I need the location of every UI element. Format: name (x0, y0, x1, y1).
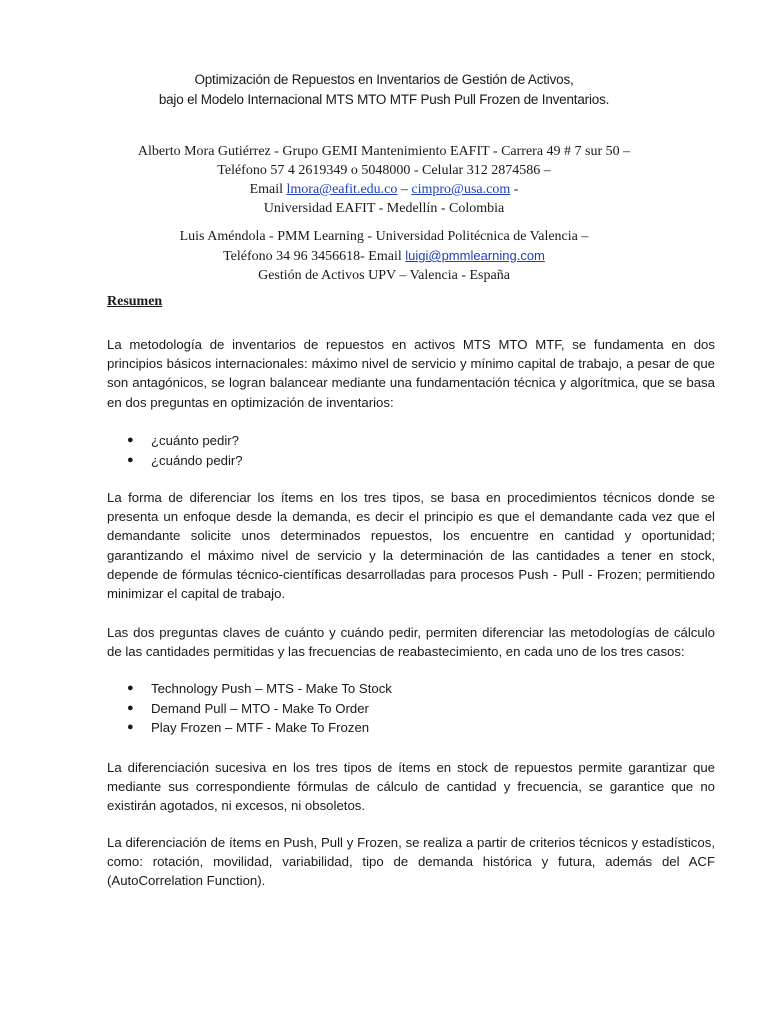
author-block-mora (0, 142, 768, 218)
document-title (0, 70, 768, 110)
questions-list (127, 431, 243, 470)
bullet-icon: ● (127, 434, 134, 446)
email-link-lmora[interactable]: lmora@eafit.edu.co (286, 182, 398, 197)
paragraph-5: La diferenciación de ítems en Push, Pull y Frozen, se realiza a partir de criterios técnicos y estadísticos, como: rotación, movilidad, variabilidad, tipo de demanda histórica y futura, además del ACF (AutoCorrelation Function). (107, 835, 715, 889)
paragraph-4: La diferenciación sucesiva en los tres tipos de ítems en stock de repuestos permite garantizar que mediante sus correspondiente fórmulas de cálculo de cantidad y frecuencia, se garantice que no existirán agotados, ni excesos, ni obsoletos. (107, 760, 715, 814)
list-item: ● ¿cuánto pedir? (127, 431, 243, 451)
bullet-icon: ● (127, 682, 134, 694)
list-item: ● ¿cuándo pedir? (127, 451, 243, 471)
list-item: ● Technology Push – MTS - Make To Stock (127, 679, 392, 699)
title-line-1: Optimización de Repuestos en Inventarios de Gestión de Activos, (194, 72, 574, 87)
bullet-icon: ● (127, 701, 134, 714)
bullet-icon: ● (127, 453, 134, 466)
paragraph-2: La forma de diferenciar los ítems en los tres tipos, se basa en procedimientos técnicos donde se presenta un enfoque desde la demanda, es decir el principio es que el demandante cada vez que el demandante solicite unos determinados repuestos, los encuentre en cantidad y oportunidad; garantizando el máximo nivel de servicio y la determinación de las cantidades a tener en stock, depende de fórmulas técnico-científicas desarrolladas para procesos Push - Pull - Frozen; permitiendo minimizar el capital de trabajo. (107, 490, 715, 602)
title-line-2: bajo el Modelo Internacional MTS MTO MTF Push Pull Frozen de Inventarios. (158, 92, 610, 107)
bullet-icon: ● (127, 721, 134, 734)
author1-line-1: Alberto Mora Gutiérrez - Grupo GEMI Mantenimiento EAFIT - Carrera 49 # 7 sur 50 – (137, 144, 631, 159)
author1-line-2: Teléfono 57 4 2619349 o 5048000 - Celular 312 2874586 – (217, 163, 551, 178)
author-block-amendola (0, 227, 768, 285)
email-link-cimpro[interactable]: cimpro@usa.com (411, 182, 511, 197)
author1-email-line: Email lmora@eafit.edu.co – cimpro@usa.com - (249, 182, 519, 197)
email-link-luigi[interactable]: luigi@pmmlearning.com (405, 248, 545, 263)
list-item: ● Play Frozen – MTF - Make To Frozen (127, 718, 392, 738)
types-list (127, 679, 392, 738)
author2-line-3: Gestión de Activos UPV – Valencia - España (258, 268, 510, 283)
list-item: ● Demand Pull – MTO - Make To Order (127, 699, 392, 719)
abstract-heading: Resumen (107, 294, 163, 309)
author1-line-4: Universidad EAFIT - Medellín - Colombia (263, 201, 505, 216)
paragraph-3: Las dos preguntas claves de cuánto y cuándo pedir, permiten diferenciar las metodologías de cálculo de las cantidades permitidas y las frecuencias de reabastecimiento, en cada uno de los tres casos: (107, 625, 715, 660)
author2-line-1: Luis Améndola - PMM Learning - Universidad Politécnica de Valencia – (179, 229, 589, 244)
author2-line-2: Teléfono 34 96 3456618- Email luigi@pmmlearning.com (223, 248, 545, 264)
paragraph-1: La metodología de inventarios de repuestos en activos MTS MTO MTF, se fundamenta en dos principios básicos internacionales: máximo nivel de servicio y mínimo capital de trabajo, a pesar de que son antagónicos, se logran balancear mediante una fundamentación técnica y algorítmica, que se basa en dos preguntas en optimización de inventarios: (107, 337, 715, 410)
